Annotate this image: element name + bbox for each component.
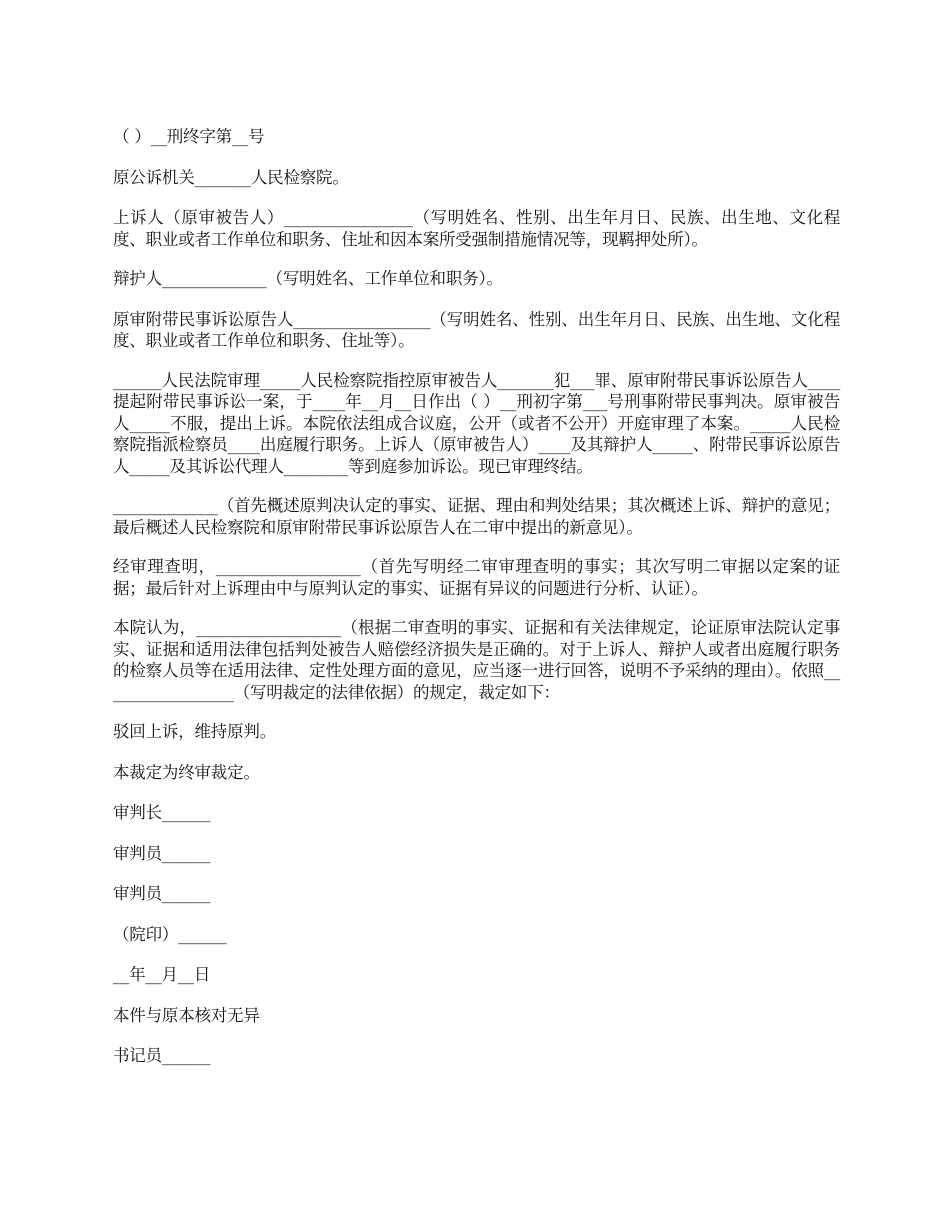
appellant-paragraph: 上诉人（原审被告人）________________（写明姓名、性别、出生年月日、民族、出生地、文化程度、职业或者工作单位和职务、住址和因本案所受强制措施情况等，现羁押处所）。 [113, 208, 840, 249]
judge-signature-1: 审判员______ [113, 843, 211, 863]
court-opinion-paragraph: 本院认为，__________________（根据二审查明的事实、证据和有关法律规定，论证原审法院认定事实、证据和适用法律包括判处被告人赔偿经济损失是正确的。对于上诉人、辩护人或者出庭履行职务的检察人员等在适用法律、定性处理方面的意见，应当逐一进行回答，说明不予采纳的理由）。依照_________________（写明裁定的法律依据）的规定，裁定如下： [113, 618, 840, 702]
presiding-judge-signature: 审判长______ [113, 803, 211, 822]
ruling: 驳回上诉，维持原判。 [113, 722, 277, 741]
case-number: （ ）__刑终字第__号 [113, 127, 265, 146]
summary-paragraph: _____________（首先概述原判决认定的事实、证据、理由和判处结果；其次概述上诉、辩护的意见；最后概述人民检察院和原审附带民事诉讼原告人在二审中提出的新意见）。 [113, 496, 840, 537]
defender-paragraph: 辩护人_____________（写明姓名、工作单位和职务）。 [113, 269, 503, 288]
civil-plaintiff-paragraph: 原审附带民事诉讼原告人_________________（写明姓名、性别、出生年月日、民族、出生地、文化程度、职业或者工作单位和职务、住址等）。 [113, 309, 840, 350]
verification-note: 本件与原本核对无异 [113, 1005, 260, 1025]
judge-signature-2: 审判员______ [113, 884, 211, 903]
document-body [113, 126, 840, 1086]
document-date: __年__月__日 [113, 965, 211, 984]
court-seal: （院印）______ [113, 924, 227, 944]
finality-statement: 本裁定为终审裁定。 [113, 762, 260, 782]
findings-paragraph: 经审理查明，__________________（首先写明经二审审理查明的事实；其次写明二审据以定案的证据；最后针对上诉理由中与原判认定的事实、证据有异议的问题进行分析、认证）。 [113, 557, 840, 598]
clerk-signature: 书记员______ [113, 1046, 211, 1065]
trial-history-paragraph: ______人民法院审理_____人民检察院指控原审被告人_______犯___罪、原审附带民事诉讼原告人____提起附带民事诉讼一案，于____年__月__日作出（ ）__刑初字第___号刑事附带民事判决。原审被告人_____不服，提出上诉。本院依法组成合议庭，公开（或者不公开）开庭审理了本案。_____人民检察院指派检察员____出庭履行职务。上诉人（原审被告人）____及其辩护人_____、附带民事诉讼原告人_____及其诉讼代理人________等到庭参加诉讼。现已审理终结。 [113, 370, 840, 476]
prosecution-organ: 原公诉机关_______人民检察院。 [113, 167, 349, 187]
